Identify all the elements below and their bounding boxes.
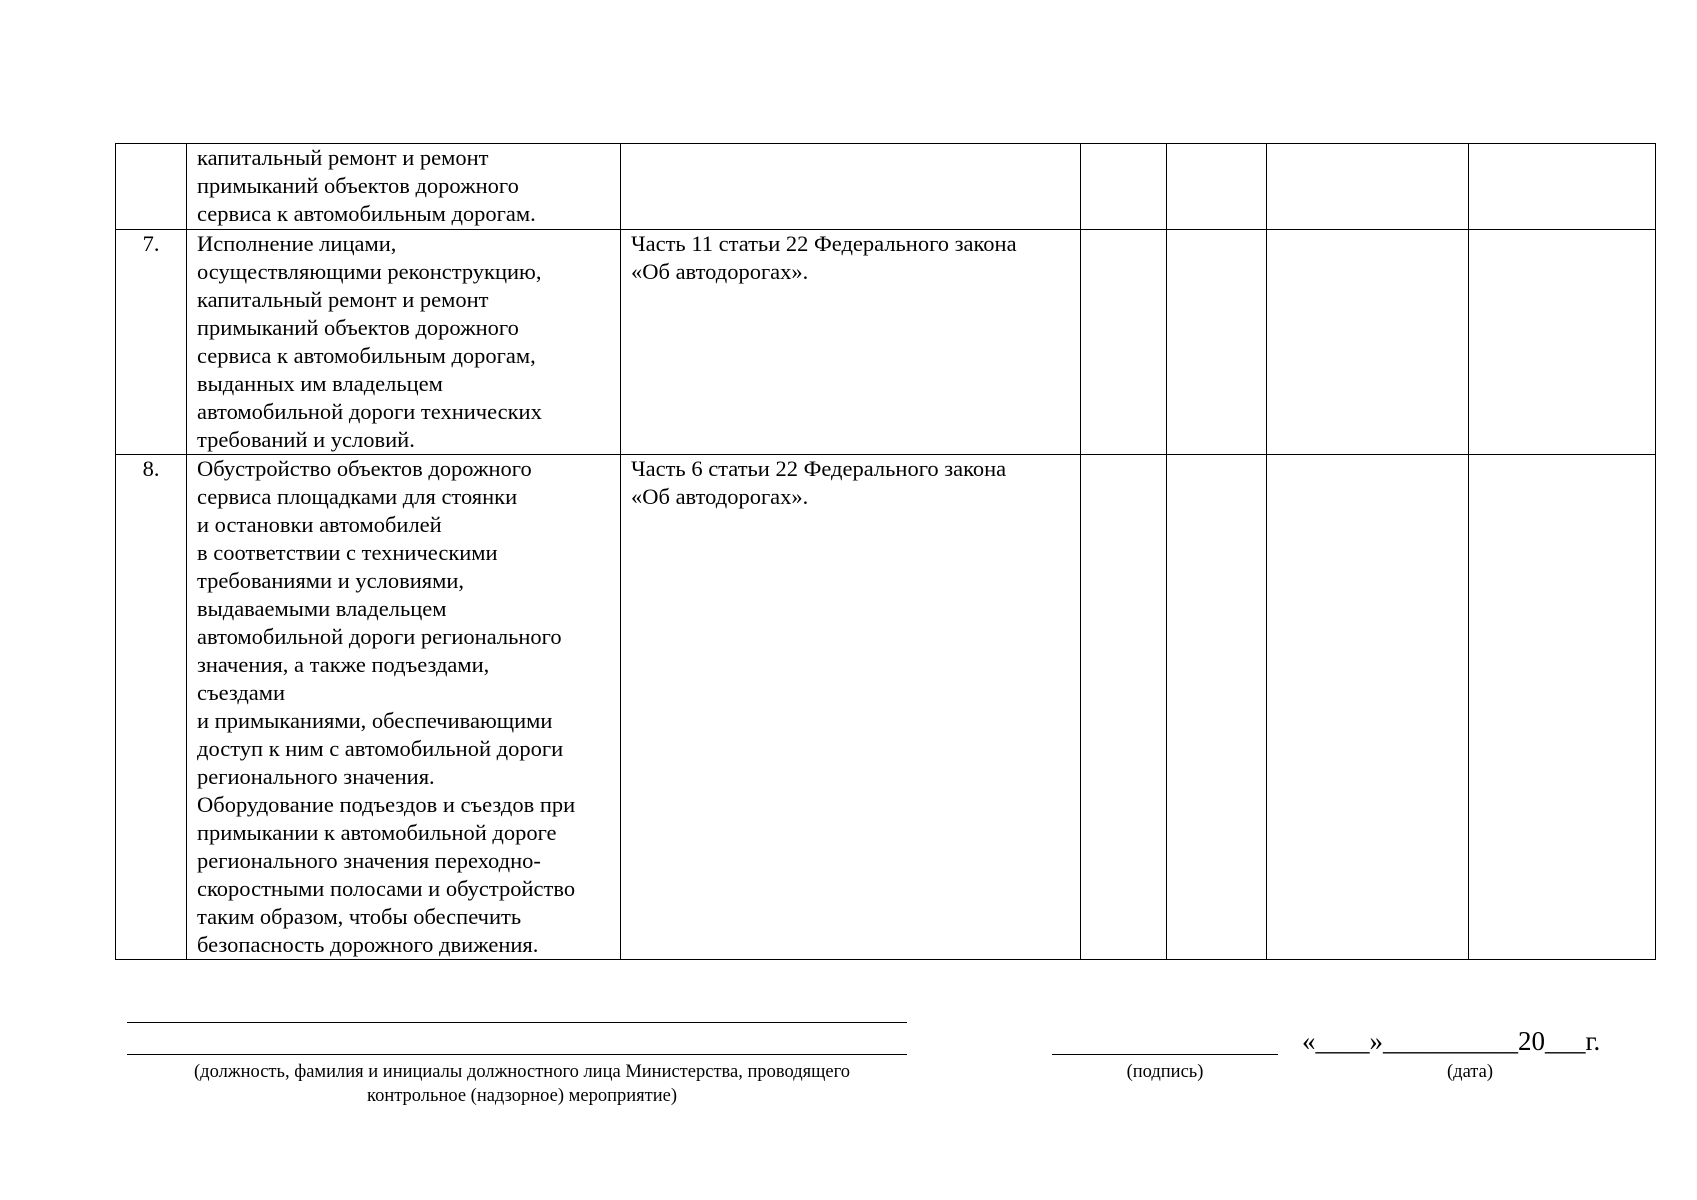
empty-cell — [1267, 230, 1469, 455]
empty-cell — [1267, 455, 1469, 960]
legal-basis-cell: Часть 6 статьи 22 Федерального закона «Об автодорогах». — [621, 455, 1081, 960]
empty-cell — [1469, 455, 1656, 960]
requirement-cell: капитальный ремонт и ремонт примыканий объектов дорожного сервиса к автомобильным дорогам. — [187, 144, 621, 230]
requirement-cell: Обустройство объектов дорожного сервиса площадками для стоянки и остановки автомобилей в соответствии с техническими требованиями и условиями, выдаваемыми владельцем автомобильной дороги регионального значения, а также подъездами, съездами и примыканиями, обеспечивающими доступ к ним с автомобильной дороги регионального значения. Оборудование подъездов и съездов при примыкании к автомобильной дороге регионального значения переходно- скоростными полосами и обустройство таким образом, чтобы обеспечить безопасность дорожного движения. — [187, 455, 621, 960]
empty-cell — [1267, 144, 1469, 230]
requirement-cell: Исполнение лицами, осуществляющими реконструкцию, капитальный ремонт и ремонт примыканий объектов дорожного сервиса к автомобильным дорогам, выданных им владельцем автомобильной дороги технических требований и условий. — [187, 230, 621, 455]
official-name-line-1 — [127, 1022, 907, 1023]
table-row — [116, 144, 1656, 230]
empty-cell — [1081, 230, 1167, 455]
date-caption: (дата) — [1447, 1062, 1493, 1082]
signature-line — [1052, 1054, 1278, 1055]
signature-caption: (подпись) — [1126, 1062, 1204, 1082]
empty-cell — [1469, 230, 1656, 455]
legal-basis-cell — [621, 144, 1081, 230]
requirements-table — [115, 143, 1656, 960]
row-number: 8. — [116, 455, 187, 960]
empty-cell — [1081, 455, 1167, 960]
date-field: «____»__________20___г. — [1302, 1026, 1601, 1056]
table-row — [116, 230, 1656, 455]
empty-cell — [1081, 144, 1167, 230]
empty-cell — [1167, 144, 1267, 230]
empty-cell — [1167, 455, 1267, 960]
table-row — [116, 455, 1656, 960]
official-caption: (должность, фамилия и инициалы должностного лица Министерства, проводящего контрольное (надзорное) мероприятие) — [194, 1062, 850, 1106]
row-number — [116, 144, 187, 230]
row-number: 7. — [116, 230, 187, 455]
legal-basis-cell: Часть 11 статьи 22 Федерального закона «Об автодорогах». — [621, 230, 1081, 455]
official-name-line-2 — [127, 1054, 907, 1055]
empty-cell — [1167, 230, 1267, 455]
empty-cell — [1469, 144, 1656, 230]
